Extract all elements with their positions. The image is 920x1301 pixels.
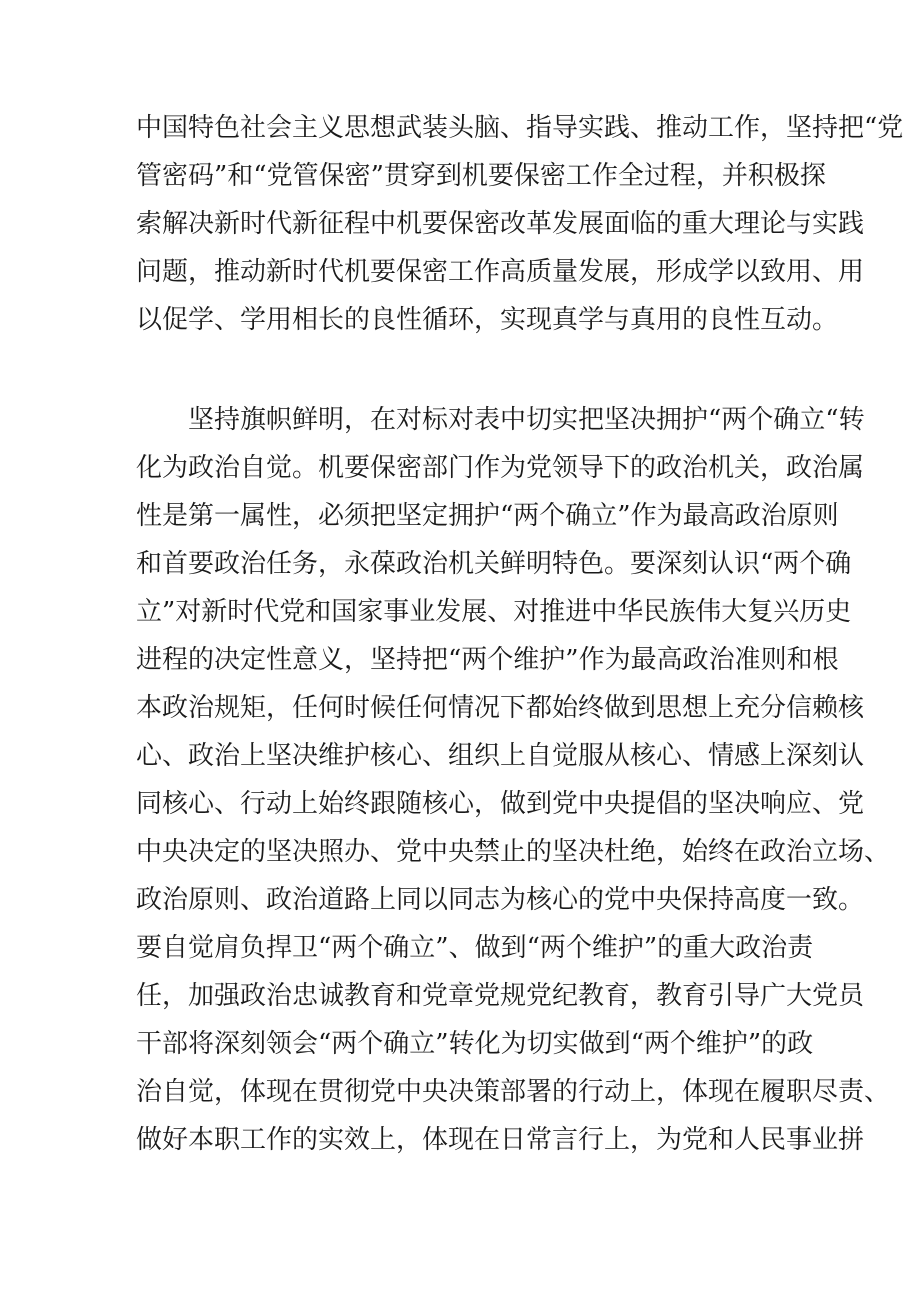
text-line: 任，加强政治忠诚教育和党章党规党纪教育，教育引导广大党员 [136,981,865,1011]
text-line: 治自觉，体现在贯彻党中央决策部署的行动上，体现在履职尽责、 [136,1077,891,1107]
text-line: 索解决新时代新征程中机要保密改革发展面临的重大理论与实践 [136,209,865,239]
text-line: 化为政治自觉。机要保密部门作为党领导下的政治机关，政治属 [136,453,865,483]
text-line: 性是第一属性，必须把坚定拥护“两个确立”作为最高政治原则 [136,501,839,531]
text-line: 进程的决定性意义，坚持把“两个维护”作为最高政治准则和根 [136,645,839,675]
text-line: 做好本职工作的实效上，体现在日常言行上，为党和人民事业拼 [136,1125,865,1155]
text-line: 本政治规矩，任何时候任何情况下都始终做到思想上充分信赖核 [136,693,865,723]
text-line: 同核心、行动上始终跟随核心，做到党中央提倡的坚决响应、党 [136,789,865,819]
text-line: 立”对新时代党和国家事业发展、对推进中华民族伟大复兴历史 [136,597,852,627]
text-line: 要自觉肩负捍卫“两个确立”、做到“两个维护”的重大政治责 [136,933,814,963]
text-line: 坚持旗帜鲜明，在对标对表中切实把坚决拥护“两个确立“转 [188,405,865,435]
text-line: 干部将深刻领会“两个确立”转化为切实做到“两个维护”的政 [136,1029,814,1059]
text-line: 中央决定的坚决照办、党中央禁止的坚决杜绝，始终在政治立场、 [136,837,891,867]
text-line: 以促学、学用相长的良性循环，实现真学与真用的良性互动。 [136,305,839,335]
text-line: 管密码”和“党管保密”贯穿到机要保密工作全过程，并积极探 [136,161,826,191]
text-line: 和首要政治任务，永葆政治机关鲜明特色。要深刻认识“两个确 [136,549,852,579]
text-line: 中国特色社会主义思想武装头脑、指导实践、推动工作，坚持把“党 [136,113,904,143]
text-line: 问题，推动新时代机要保密工作高质量发展，形成学以致用、用 [136,257,865,287]
text-line: 心、政治上坚决维护核心、组织上自觉服从核心、情感上深刻认 [136,741,865,771]
text-line: 政治原则、政治道路上同以同志为核心的党中央保持高度一致。 [136,885,865,915]
